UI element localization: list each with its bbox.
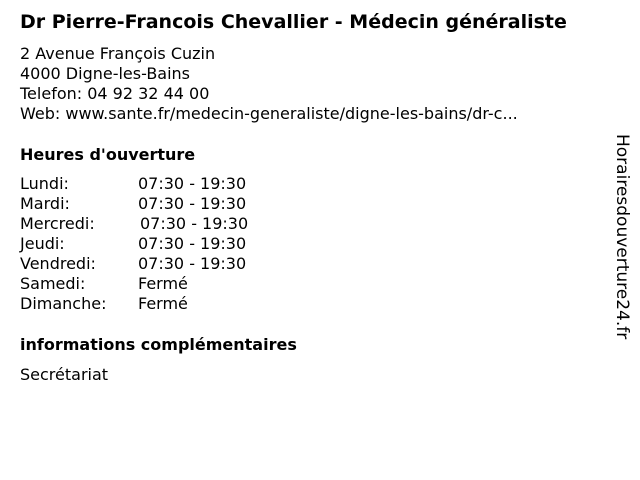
time-value: 07:30 - 19:30 bbox=[138, 234, 247, 253]
additional-info-heading: informations complémentaires bbox=[20, 335, 297, 354]
address-city: 4000 Digne-les-Bains bbox=[20, 64, 191, 83]
day-label: Samedi: bbox=[20, 274, 86, 293]
day-label: Lundi: bbox=[20, 174, 69, 193]
phone-line: Telefon: 04 92 32 44 00 bbox=[20, 84, 210, 103]
time-value: 07:30 - 19:30 bbox=[138, 254, 247, 273]
time-value: 07:30 - 19:30 bbox=[138, 174, 247, 193]
time-value: Fermé bbox=[138, 274, 188, 293]
additional-info-text: Secrétariat bbox=[20, 365, 109, 384]
opening-hours-heading: Heures d'ouverture bbox=[20, 145, 196, 164]
day-label: Vendredi: bbox=[20, 254, 96, 273]
day-label: Mercredi: bbox=[20, 214, 95, 233]
website-line: Web: www.sante.fr/medecin-generaliste/digne-les-bains/dr-c... bbox=[20, 104, 518, 123]
time-value: 07:30 - 19:30 bbox=[138, 194, 247, 213]
time-value: Fermé bbox=[138, 294, 188, 313]
time-value: 07:30 - 19:30 bbox=[140, 214, 249, 233]
site-watermark-label: Horairesdouverture24.fr bbox=[612, 134, 632, 340]
address-street: 2 Avenue François Cuzin bbox=[20, 44, 216, 63]
page-title: Dr Pierre-Francois Chevallier - Médecin généraliste bbox=[20, 11, 567, 33]
day-label: Dimanche: bbox=[20, 294, 107, 313]
day-label: Mardi: bbox=[20, 194, 70, 213]
day-label: Jeudi: bbox=[20, 234, 65, 253]
